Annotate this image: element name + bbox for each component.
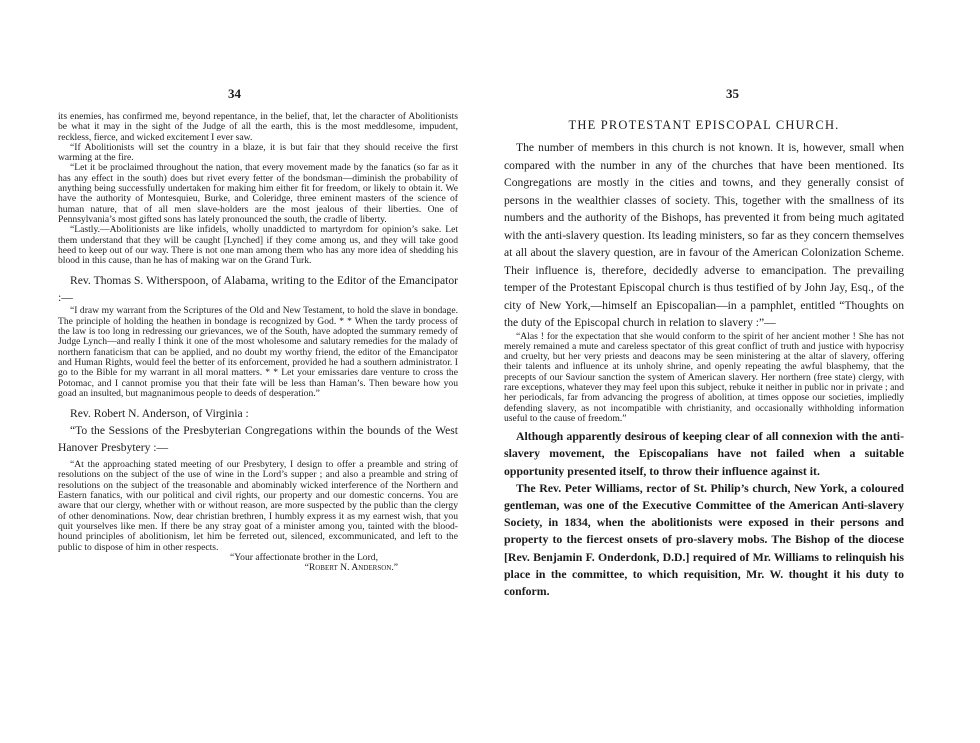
right-page — [490, 0, 980, 743]
right-text-column — [504, 110, 904, 600]
left-text-column — [58, 112, 458, 573]
intro-witherspoon: Rev. Thomas S. Witherspoon, of Alabama, writing to the Editor of the Emancipator :— — [58, 274, 458, 305]
quote-anderson: “At the approaching stated meeting of our Presbytery, I design to offer a preamble and string of resolutions on the subject of the use of wine in the Lord’s supper ; and also a preamble and string of resolutions on the subject of the treasonable and abominably wicked interference of the Northern and Eastern fanatics, with our political and civil rights, our property and our domestic concerns. You are aware that our clergy, whether with or without reason, are more suspected by the public than the clergy of other denominations. Now, dear christian brethren, I humbly express it as my earnest wish, that you quit yourselves like men. If there be any stray goat of a minister among you, tainted with the blood-hound principles of abolitionism, let him be ferreted out, silenced, excommunicated, and left to the public to dispose of him in other respects. — [58, 459, 458, 553]
address-sessions: “To the Sessions of the Presbyterian Congregations within the bounds of the West Hanover Presbytery :— — [58, 424, 458, 455]
page-number: 34 — [228, 86, 241, 101]
paragraph: The Rev. Peter Williams, rector of St. Philip’s church, New York, a coloured gentleman, was one of the Executive Committee of the American Anti-slavery Society, in 1834, when the abolitionists were exposed in their persons and property to the fiercest onsets of pro-slavery mobs. The Bishop of the diocese [Rev. Benjamin F. Onderdonk, D.D.] required of Mr. Williams to relinquish his place in the committee, to which requisition, Mr. W. thought it his duty to conform. — [504, 480, 904, 598]
paragraph: “If Abolitionists will set the country in a blaze, it is but fair that they should receive the first warming at the fire. — [58, 141, 458, 164]
quote-witherspoon: “I draw my warrant from the Scriptures of the Old and New Testament, to hold the slave in bondage. The principle of holding the heathen in bondage is recognized by God. * * When the tardy process of the law is too long in redressing our grievances, we of the South, have adopted the summary remedy of Judge Lynch—and really I think it one of the most wholesome and salutary remedies for the malady of northern fanaticism that can be applied, and no doubt my worthy friend, the editor of the Emancipator and Human Rights, would feel the better of its enforcement, provided he had a southern administrator. I go to the Bible for my warrant in all moral matters. * * Let your emissaries dare venture to cross the Potomac, and I cannot promise you that their fate will be less than Haman’s. Then beware how you goad an insulted, but magnanimous people to deeds of desperation.” — [58, 305, 458, 399]
intro-anderson: Rev. Robert N. Anderson, of Virginia : — [70, 407, 249, 421]
page-number: 35 — [726, 86, 739, 101]
paragraph: “Let it be proclaimed throughout the nation, that every movement made by the fanatics (so far as it has any effect in the south) does but rivet every fetter of the bondsman—diminish the probability of anything being successfully undertaken for making him either fit for freedom, or likely to obtain it. We have the authority of Montesquieu, Burke, and Coleridge, three eminent masters of the science of human nature, that of all men slave-holders are the most jealous of their liberties. One of Pennsylvania’s most gifted sons has lately pronounced the south, the cradle of liberty. — [58, 162, 458, 225]
paragraph: “Lastly.—Abolitionists are like infidels, wholly unaddicted to martyrdom for opinion’s sake. Let them understand that they will be caught [Lynched] if they come among us, and they will take good heed to keep out of our way. There is not one man among them who has any more idea of shedding his blood in this cause, than he has of making war on the Grand Turk. — [58, 224, 458, 267]
signature: “Robert N. Anderson.” — [304, 562, 398, 574]
paragraph: Although apparently desirous of keeping clear of all connexion with the anti-slavery movement, the Episcopalians have not failed when a suitable opportunity presented itself, to throw their influence against it. — [504, 429, 904, 478]
quote-jay: “Alas ! for the expectation that she would conform to the spirit of her ancient mother ! She has not merely remained a mute and careless spectator of this great conflict of truth and justice with hypocrisy and cruelty, but her very priests and deacons may be seen ministering at the altar of slavery, offering their talents and influence at its unholy shrine, and openly repeating the awful blasphemy, that the precepts of our Saviour sanction the system of American slavery. Her northern (free state) clergy, with rare exceptions, whatever they may feel upon this subject, rebuke it neither in public nor in private ; and her periodicals, far from advancing the progress of abolition, at times oppose our societies, impliedly defending slavery, as not incompatible with christianity, and occasionally withholding information useful to the cause of freedom.” — [504, 330, 904, 424]
paragraph: The number of members in this church is not known. It is, however, small when compared with the number in any of the churches that have been mentioned. Its Congregations are mostly in the cities and towns, and they generally consist of persons in the wealthier classes of society. This, together with the smallness of its numbers and the authority of the Bishops, has prevented it from being much agitated with the anti-slavery question. Its leading ministers, so far as they concern themselves at all about the slavery question, are in favour of the American Colonization Scheme. Their influence is, therefore, decidedly adverse to emancipation. The prevailing temper of the Protestant Episcopal church is thus testified of by John Jay, Esq., of the city of New York,—himself an Episcopalian—in a pamphlet, entitled “Thoughts on the duty of the Episcopal church in relation to slavery :”— — [504, 141, 904, 329]
paragraph: its enemies, has confirmed me, beyond repentance, in the belief, that, let the character of Abolitionists be what it may in the sight of the Judge of all the earth, this is the most meddlesome, impudent, reckless, fierce, and wicked excitement I ever saw. — [58, 111, 458, 143]
closing: “Your affectionate brother in the Lord, — [229, 551, 378, 563]
section-heading: THE PROTESTANT EPISCOPAL CHURCH. — [568, 118, 840, 132]
